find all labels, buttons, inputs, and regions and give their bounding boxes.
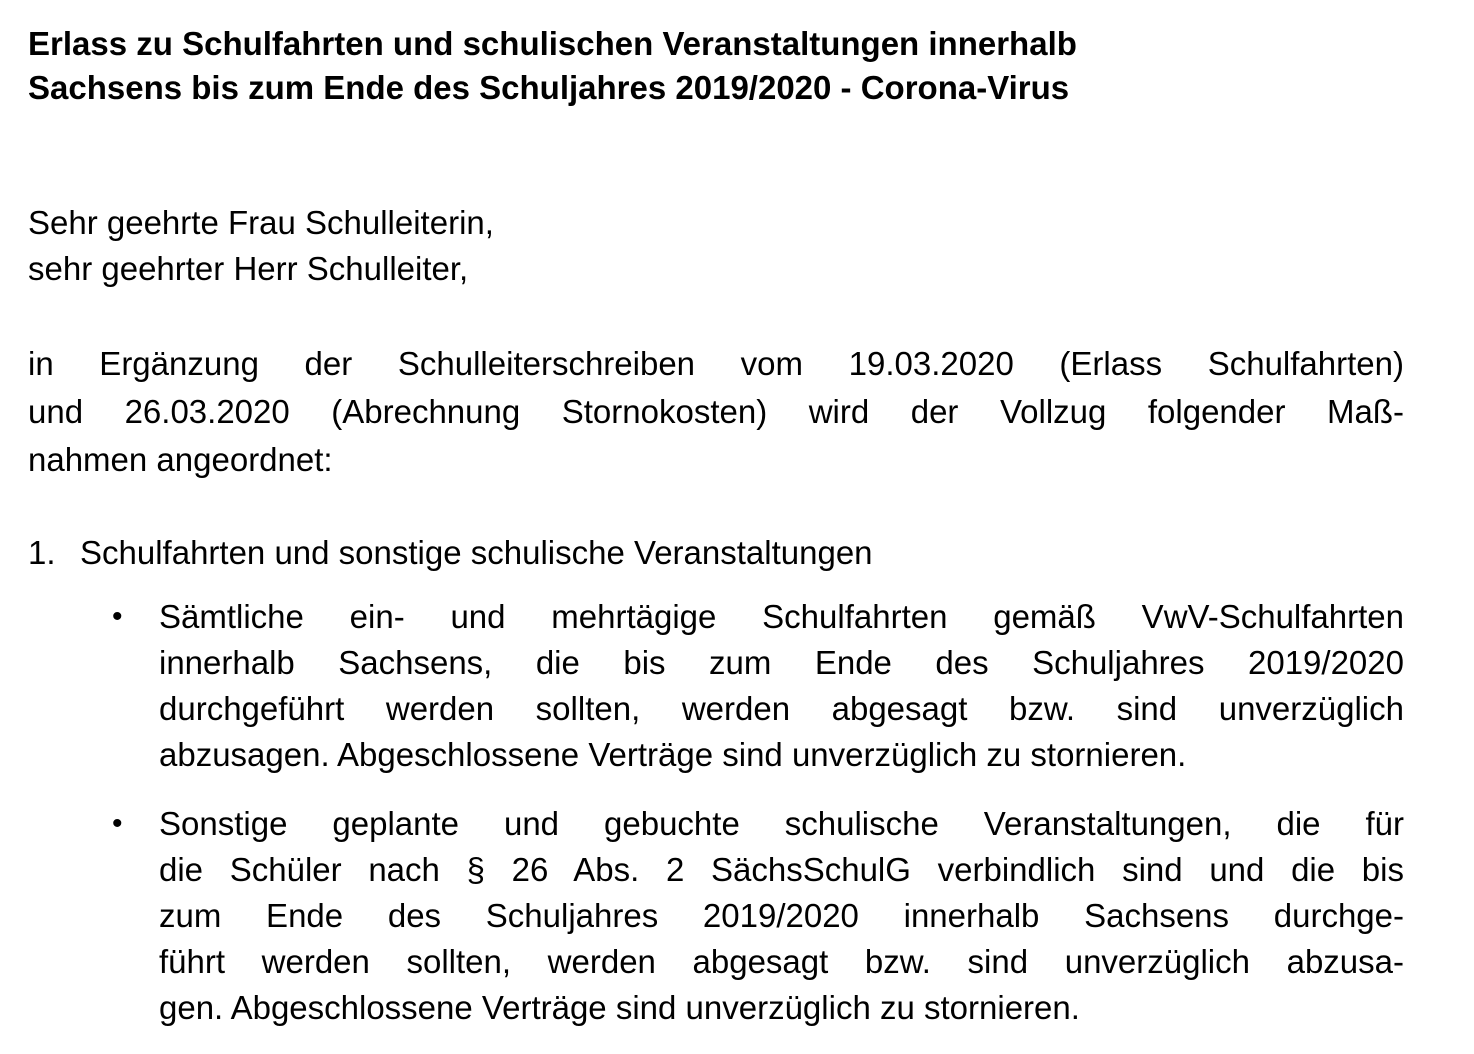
list-item-line: durchgeführt werden sollten, werden abgesagt bzw. sind unverzüglich	[159, 690, 1404, 727]
document-page	[28, 22, 1404, 1054]
list-item-line: abzusagen. Abgeschlossene Verträge sind unverzüglich zu stornieren.	[159, 736, 1187, 773]
list-item	[28, 594, 1404, 778]
salutation	[28, 200, 1404, 292]
list-item-line: innerhalb Sachsens, die bis zum Ende des Schuljahres 2019/2020	[159, 644, 1404, 681]
document-title	[28, 22, 1404, 110]
paragraph-line: in Ergänzung der Schulleiterschreiben vom 19.03.2020 (Erlass Schulfahrten)	[28, 345, 1404, 382]
list-item-line: Sämtliche ein- und mehrtägige Schulfahrten gemäß VwV-Schulfahrten	[159, 598, 1404, 635]
section-title: Schulfahrten und sonstige schulische Veranstaltungen	[80, 534, 873, 571]
title-line: Erlass zu Schulfahrten und schulischen Veranstaltungen innerhalb	[28, 25, 1077, 62]
list-item-line: führt werden sollten, werden abgesagt bzw. sind unverzüglich abzusa-	[159, 943, 1404, 980]
title-line: Sachsens bis zum Ende des Schuljahres 2019/2020 - Corona-Virus	[28, 69, 1070, 106]
paragraph-line: nahmen angeordnet:	[28, 441, 333, 478]
salutation-line: Sehr geehrte Frau Schulleiterin,	[28, 204, 494, 241]
list-item-line: die Schüler nach § 26 Abs. 2 SächsSchulG verbindlich sind und die bis	[159, 851, 1404, 888]
list-item	[28, 801, 1404, 1031]
bullet-list	[28, 594, 1404, 1031]
intro-paragraph	[28, 340, 1404, 484]
list-item-line: gen. Abgeschlossene Verträge sind unverzüglich zu stornieren.	[159, 989, 1080, 1026]
list-item-line: Sonstige geplante und gebuchte schulische Veranstaltungen, die für	[159, 805, 1404, 842]
bullet-icon: •	[112, 600, 123, 633]
paragraph-line: und 26.03.2020 (Abrechnung Stornokosten) wird der Vollzug folgender Maß-	[28, 393, 1404, 430]
salutation-line: sehr geehrter Herr Schulleiter,	[28, 250, 469, 287]
section-number: 1.	[28, 534, 56, 571]
list-item-line: zum Ende des Schuljahres 2019/2020 innerhalb Sachsens durchge-	[159, 897, 1404, 934]
section-heading	[28, 530, 1404, 576]
bullet-icon: •	[112, 807, 123, 840]
